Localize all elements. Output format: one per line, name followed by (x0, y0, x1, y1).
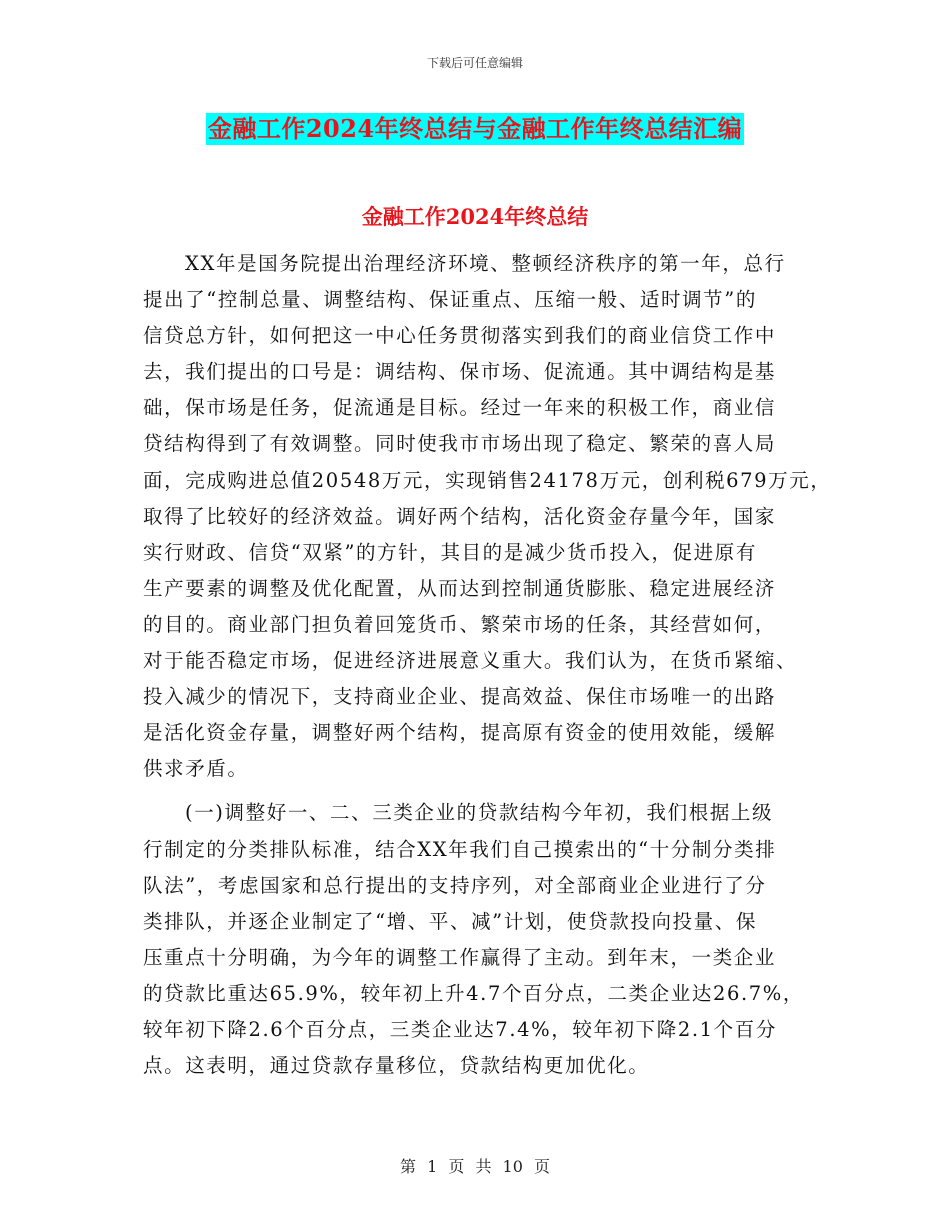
text-line: 信贷总方针，如何把这一中心任务贯彻落实到我们的商业信贷工作中 (143, 324, 777, 348)
text-line: 的目的。商业部门担负着回笼货币、繁荣市场的任条，其经营如何， (143, 612, 777, 636)
text-line: 供求矛盾。 (143, 757, 249, 781)
text-line: 是活化资金存量，调整好两个结构，提高原有资金的使用效能，缓解 (143, 721, 777, 745)
text-line: 压重点十分明确，为今年的调整工作赢得了主动。到年末，一类企业 (143, 945, 777, 969)
text-line: 队法”，考虑国家和总行提出的支持序列，对全部商业企业进行了分 (143, 873, 767, 897)
document-body (143, 246, 832, 1084)
text-line: 较年初下降2.6个百分点，三类企业达7.4%，较年初下降2.1个百分 (143, 1017, 777, 1041)
paragraph (143, 246, 832, 787)
text-line: 投入减少的情况下，支持商业企业、提高效益、保住市场唯一的出路 (143, 685, 777, 709)
text-line: 去，我们提出的口号是：调结构、保市场、促流通。其中调结构是基 (143, 360, 777, 384)
text-line: 取得了比较好的经济效益。调好两个结构，活化资金存量今年，国家 (143, 504, 777, 528)
paragraph-gap (143, 787, 815, 795)
text-line: 点。这表明，通过贷款存量移位，贷款结构更加优化。 (143, 1054, 650, 1078)
page-footer: 第 1 页 共 10 页 (400, 1157, 550, 1176)
text-line: 贷结构得到了有效调整。同时使我市市场出现了稳定、繁荣的喜人局 (143, 432, 777, 456)
text-line: 提出了“控制总量、调整结构、保证重点、压缩一般、适时调节”的 (143, 288, 757, 312)
text-line: 实行财政、信贷“双紧”的方针，其目的是减少货币投入，促进原有 (143, 540, 757, 564)
text-line: 行制定的分类排队标准，结合XX年我们自己摸索出的“十分制分类排 (143, 837, 777, 861)
paragraph (143, 795, 815, 1084)
text-line: 对于能否稳定市场，促进经济进展意义重大。我们认为，在货币紧缩、 (143, 649, 798, 673)
section-title: 金融工作2024年终总结 (361, 204, 589, 229)
header-note: 下载后可任意编辑 (426, 56, 523, 70)
text-line: XX年是国务院提出治理经济环境、整顿经济秩序的第一年，总行 (185, 252, 786, 275)
text-line: 类排队，并逐企业制定了“增、平、减”计划，使贷款投向投量、保 (143, 909, 757, 933)
main-title-wrap (0, 113, 950, 145)
text-line: (一)调整好一、二、三类企业的贷款结构今年初，我们根据上级 (185, 801, 774, 825)
text-line: 的贷款比重达65.9%，较年初上升4.7个百分点，二类企业达26.7%， (143, 981, 805, 1005)
text-line: 础，保市场是任务，促流通是目标。经过一年来的积极工作，商业信 (143, 396, 777, 420)
main-title: 金融工作2024年终总结与金融工作年终总结汇编 (207, 114, 743, 143)
text-line: 生产要素的调整及优化配置，从而达到控制通货膨胀、稳定进展经济 (143, 576, 777, 600)
text-line: 面，完成购进总值20548万元，实现销售24178万元，创利税679万元， (143, 468, 832, 492)
